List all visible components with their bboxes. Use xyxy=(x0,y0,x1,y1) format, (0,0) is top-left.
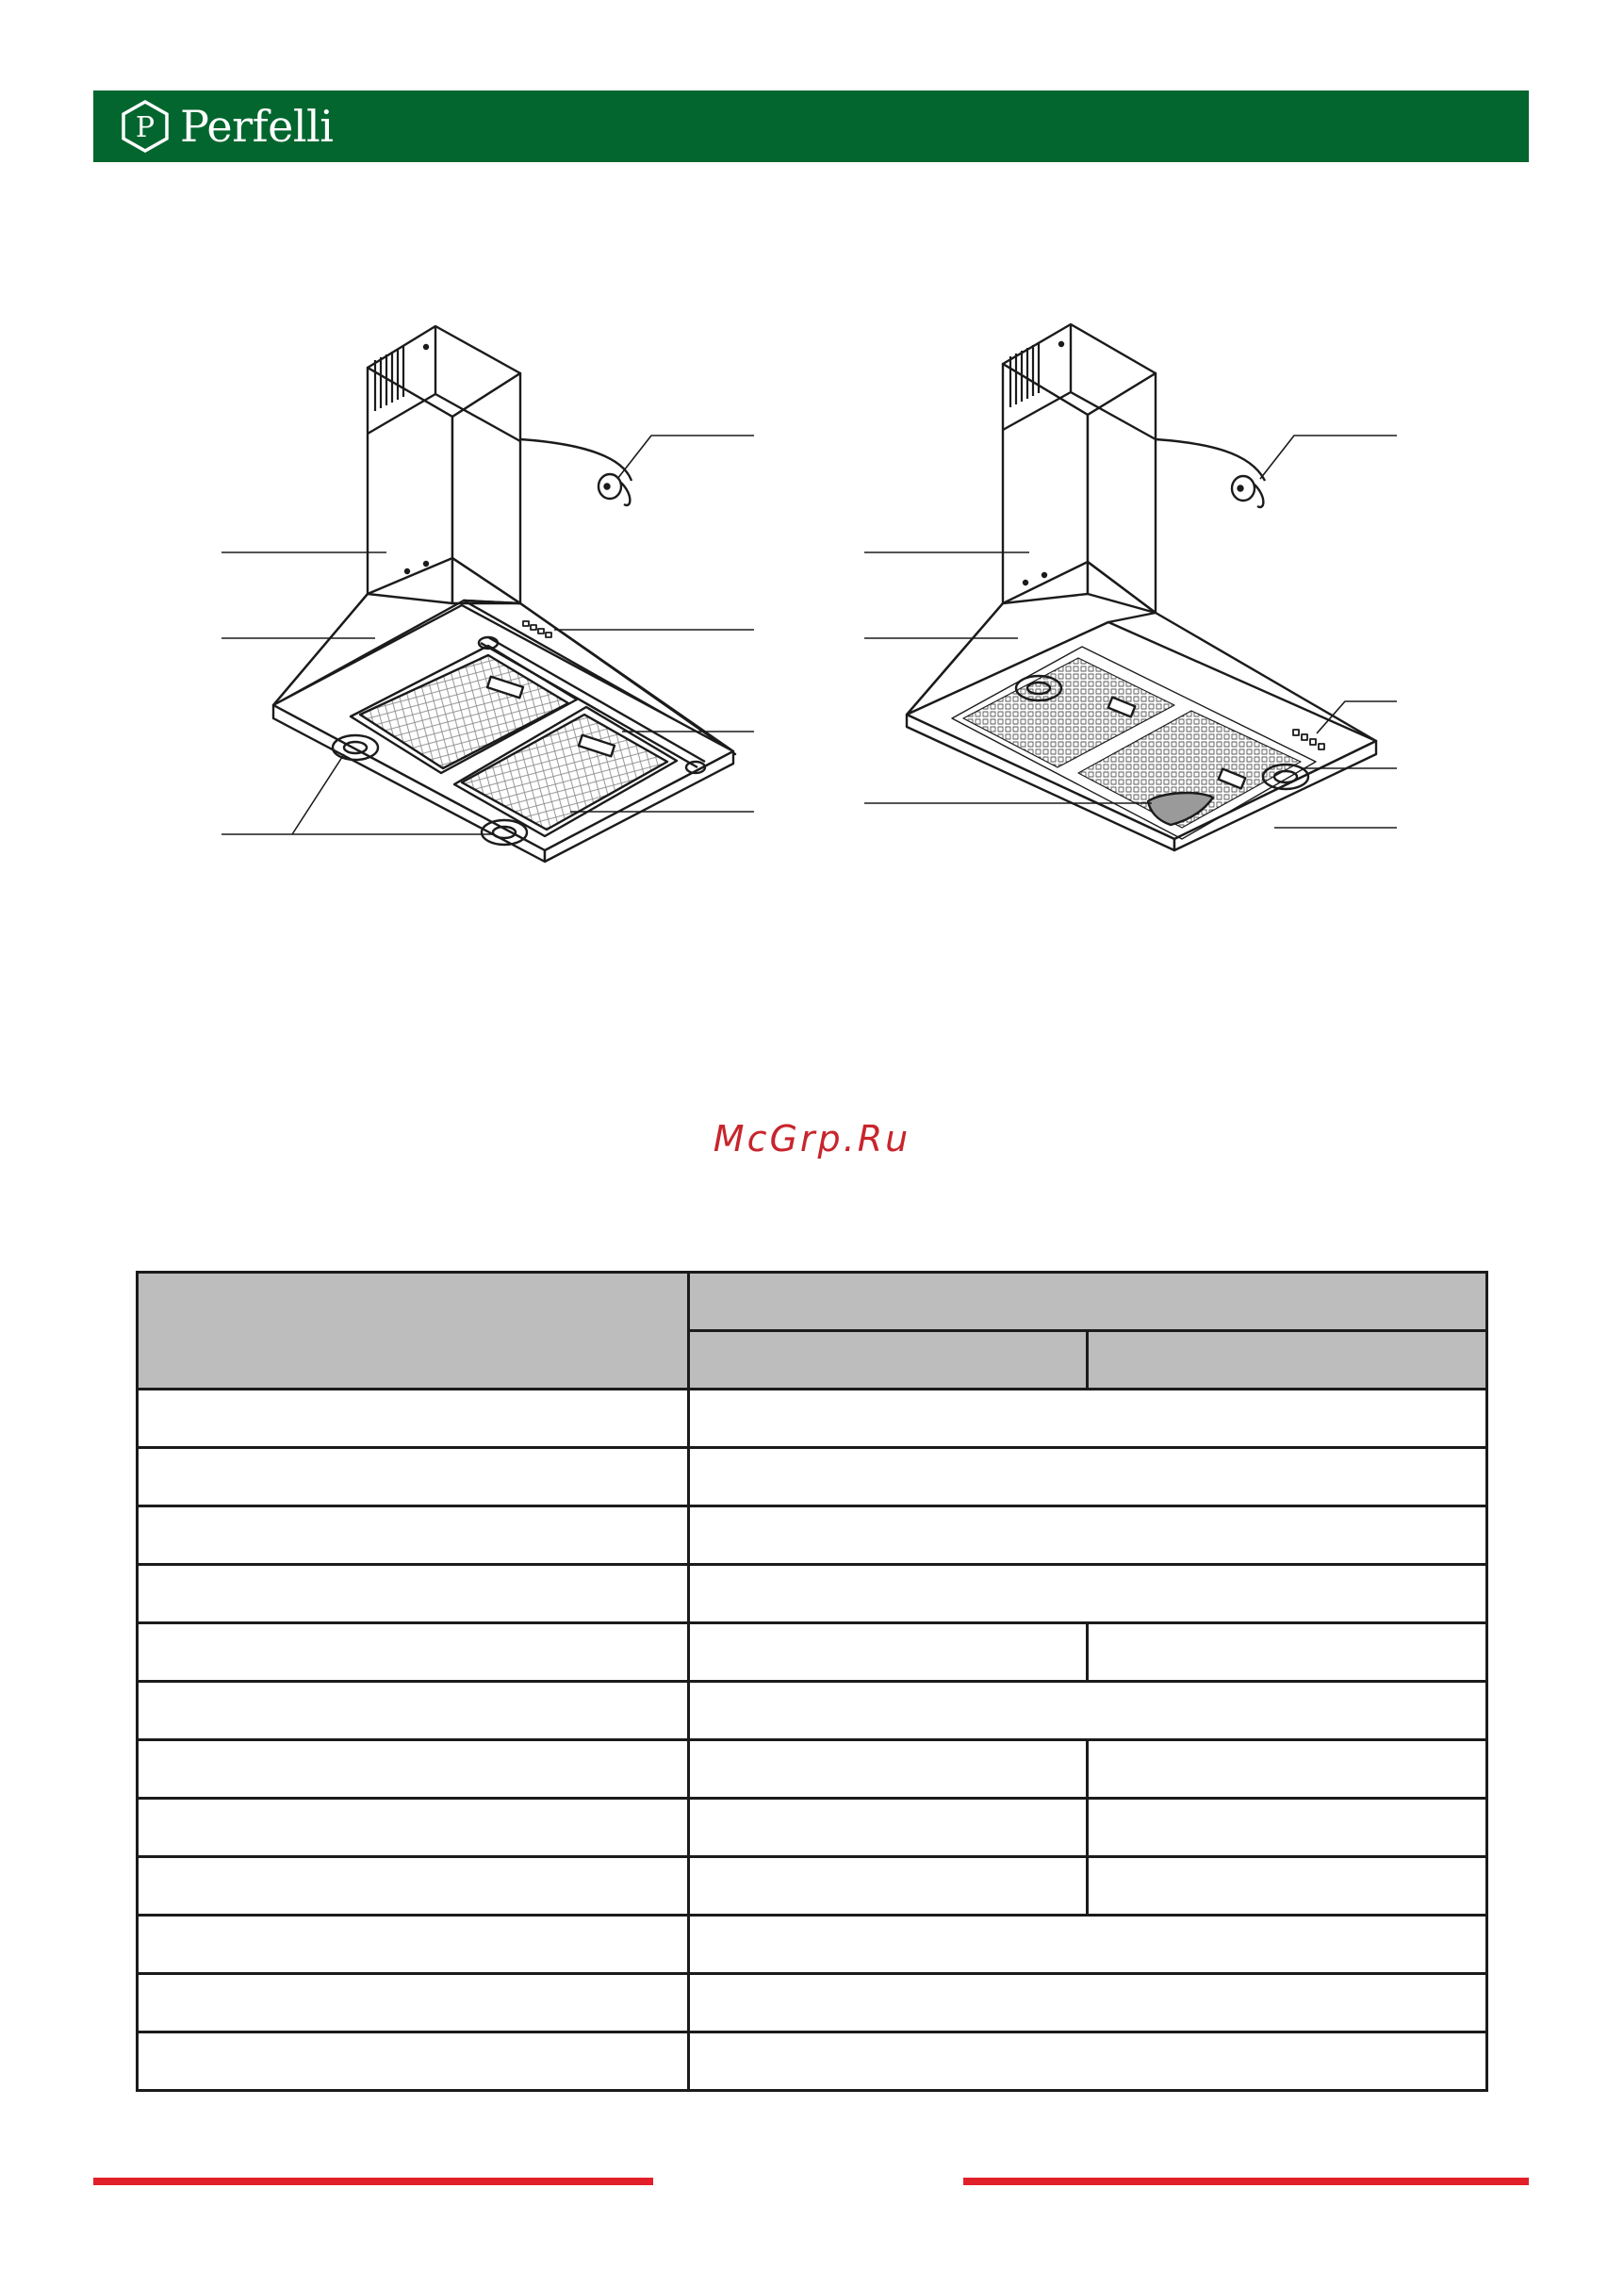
value-cell xyxy=(689,1390,1487,1448)
param-cell xyxy=(138,1565,689,1623)
param-cell xyxy=(138,1390,689,1448)
value-cell xyxy=(689,1565,1487,1623)
table-row xyxy=(138,1740,1487,1799)
param-cell xyxy=(138,1623,689,1682)
param-cell xyxy=(138,1740,689,1799)
header-cell-model-a xyxy=(689,1331,1088,1390)
table-row xyxy=(138,1857,1487,1916)
param-cell xyxy=(138,1857,689,1916)
logo-letter: P xyxy=(135,111,156,144)
figure-hood-mesh-filters xyxy=(831,311,1567,914)
perfelli-logo-icon xyxy=(120,99,171,154)
table-row xyxy=(138,1565,1487,1623)
value-cell-model-a xyxy=(689,1799,1088,1857)
table-row xyxy=(138,1448,1487,1506)
value-cell xyxy=(689,2032,1487,2091)
table-row xyxy=(138,1390,1487,1448)
param-cell xyxy=(138,1448,689,1506)
header-bar xyxy=(93,90,1529,162)
table-header-row xyxy=(138,1273,1487,1331)
value-cell-model-a xyxy=(689,1740,1088,1799)
param-cell xyxy=(138,2032,689,2091)
watermark-text: McGrp.Ru xyxy=(713,1118,911,1160)
spec-table xyxy=(136,1271,1488,2092)
table-row xyxy=(138,2032,1487,2091)
value-cell-model-b xyxy=(1088,1799,1487,1857)
table-row xyxy=(138,1916,1487,1974)
value-cell-model-a xyxy=(689,1623,1088,1682)
value-cell xyxy=(689,1448,1487,1506)
table-row xyxy=(138,1623,1487,1682)
param-cell xyxy=(138,1974,689,2032)
value-cell-model-b xyxy=(1088,1740,1487,1799)
table-row xyxy=(138,1682,1487,1740)
table-row xyxy=(138,1799,1487,1857)
param-cell xyxy=(138,1682,689,1740)
brand-name: Perfelli xyxy=(180,101,334,152)
footer-line-right xyxy=(963,2178,1529,2185)
value-cell-model-a xyxy=(689,1857,1088,1916)
value-cell-model-b xyxy=(1088,1857,1487,1916)
value-cell-model-b xyxy=(1088,1623,1487,1682)
range-hood-illustration-icon xyxy=(189,311,924,914)
value-cell xyxy=(689,1682,1487,1740)
range-hood-illustration-icon xyxy=(831,311,1567,914)
header-cell-parameter xyxy=(138,1273,689,1390)
param-cell xyxy=(138,1799,689,1857)
param-cell xyxy=(138,1506,689,1565)
table-row xyxy=(138,1506,1487,1565)
value-cell xyxy=(689,1916,1487,1974)
table-row xyxy=(138,1974,1487,2032)
header-cell-models xyxy=(689,1273,1487,1331)
value-cell xyxy=(689,1974,1487,2032)
figure-hood-aluminum-filters xyxy=(189,311,924,914)
header-cell-model-b xyxy=(1088,1331,1487,1390)
value-cell xyxy=(689,1506,1487,1565)
footer-line-left xyxy=(93,2178,653,2185)
param-cell xyxy=(138,1916,689,1974)
